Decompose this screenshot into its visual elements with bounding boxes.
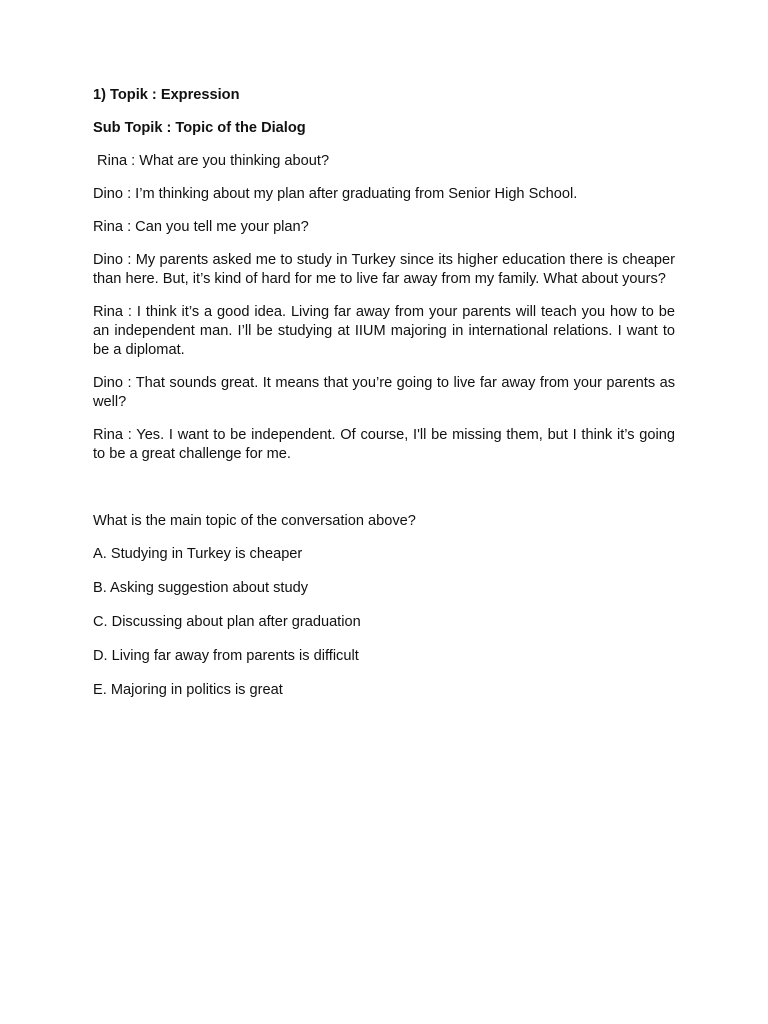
subtopic-heading: Sub Topik : Topic of the Dialog bbox=[93, 120, 306, 136]
spacer bbox=[93, 478, 675, 512]
dialog-line-6: Dino : That sounds great. It means that you’re going to live far away from your parents as well? bbox=[93, 375, 675, 410]
topic-heading: 1) Topik : Expression bbox=[93, 87, 240, 103]
answer-options bbox=[93, 545, 675, 700]
dialog-line-1: Rina : What are you thinking about? bbox=[93, 153, 330, 169]
dialog-line-3: Rina : Can you tell me your plan? bbox=[93, 219, 309, 235]
option-b: B. Asking suggestion about study bbox=[93, 580, 308, 596]
dialog bbox=[93, 152, 675, 464]
option-d: D. Living far away from parents is difficult bbox=[93, 648, 359, 664]
document-page bbox=[93, 86, 675, 715]
dialog-line-4: Dino : My parents asked me to study in Turkey since its higher education there is cheaper than here. But, it’s kind of hard for me to live far away from my family. What about yours? bbox=[93, 252, 675, 287]
option-a: A. Studying in Turkey is cheaper bbox=[93, 546, 303, 562]
option-e: E. Majoring in politics is great bbox=[93, 682, 283, 698]
question-text: What is the main topic of the conversation above? bbox=[93, 513, 416, 529]
dialog-line-7: Rina : Yes. I want to be independent. Of course, I'll be missing them, but I think it’s going to be a great challenge for me. bbox=[93, 427, 675, 462]
dialog-line-2: Dino : I’m thinking about my plan after graduating from Senior High School. bbox=[93, 186, 578, 202]
dialog-line-5: Rina : I think it’s a good idea. Living far away from your parents will teach you how to be an independent man. I’ll be studying at IIUM majoring in international relations. I want to be a diplomat. bbox=[93, 304, 675, 358]
option-c: C. Discussing about plan after graduation bbox=[93, 614, 361, 630]
